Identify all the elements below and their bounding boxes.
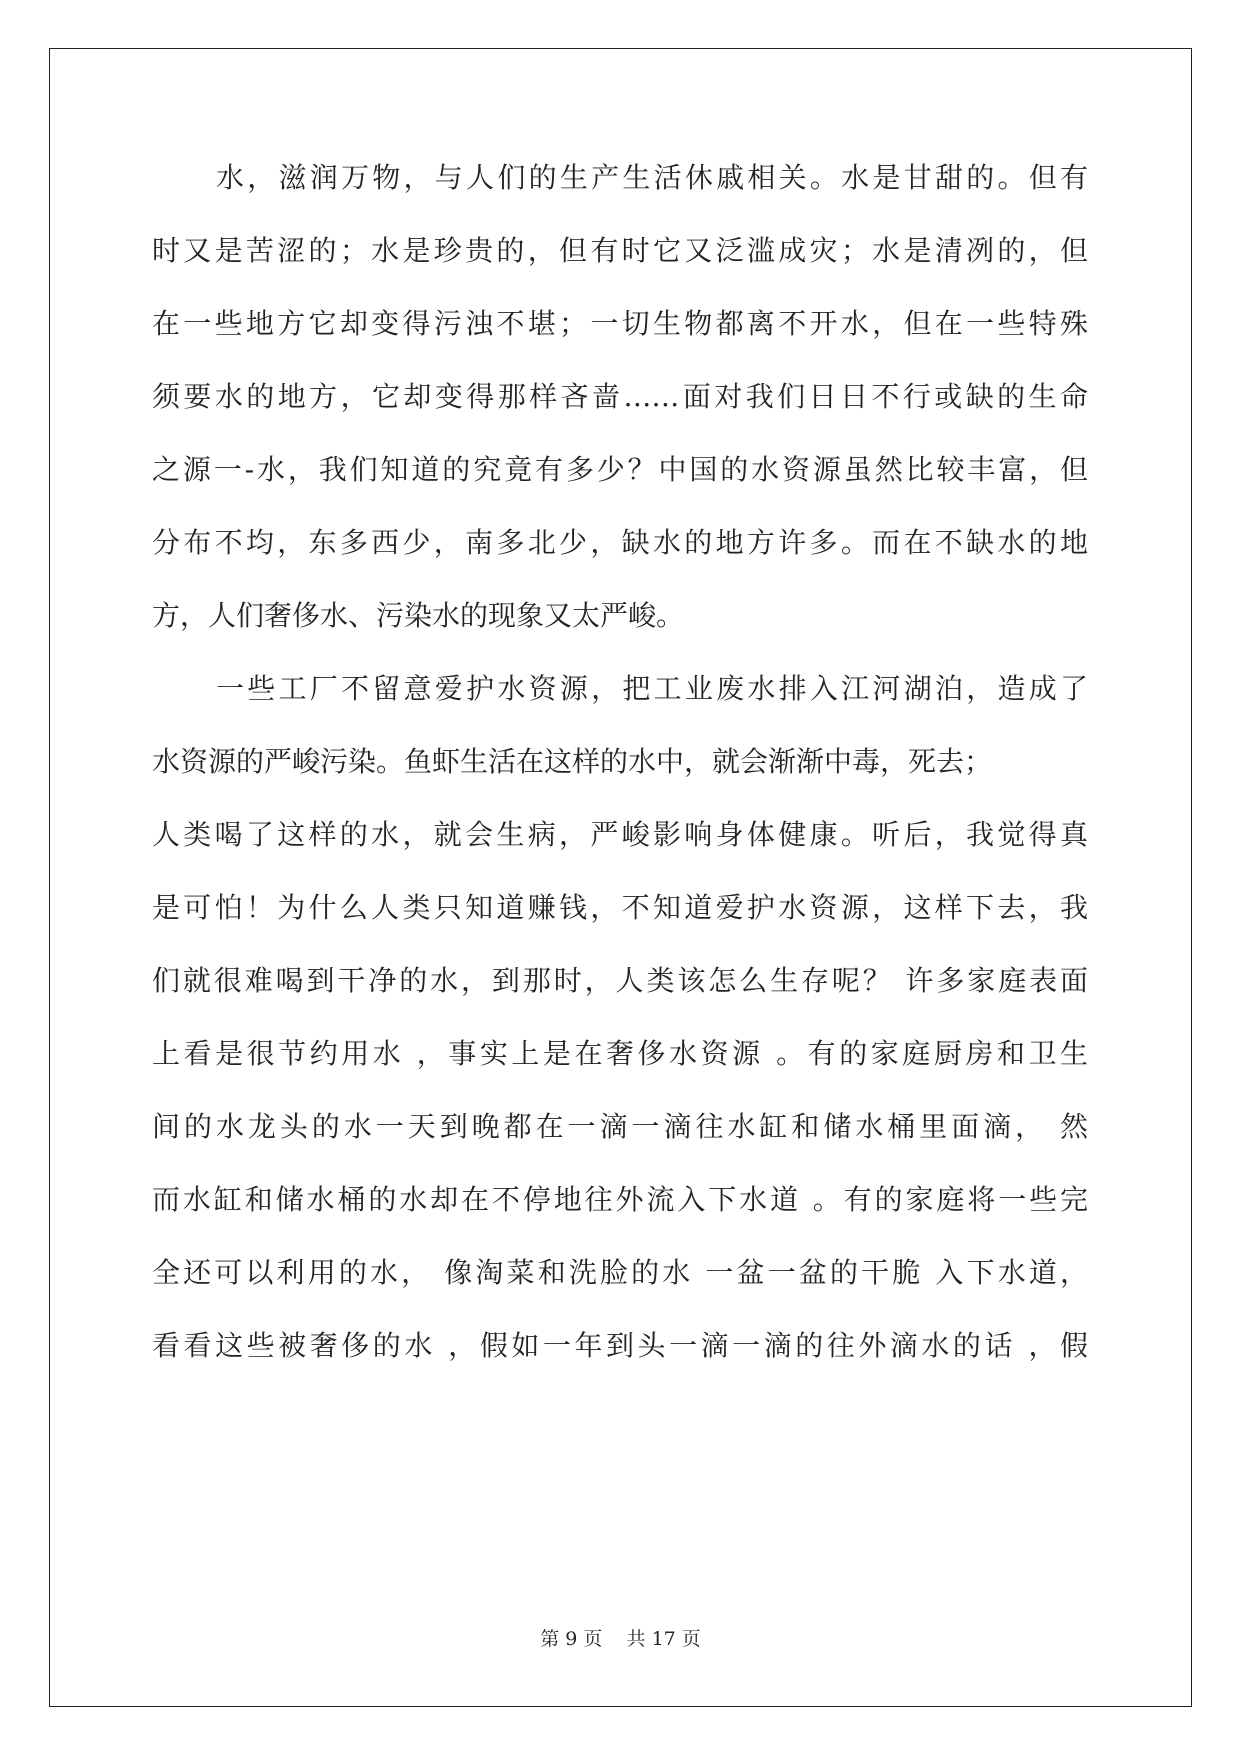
text-line: 是可怕！为什么人类只知道赚钱，不知道爱护水资源，这样下去，我 <box>152 891 1088 924</box>
text-line: 水，滋润万物，与人们的生产生活休戚相关。水是甘甜的。但有 <box>216 161 1088 194</box>
text-line: 看看这些被奢侈的水 ，假如一年到头一滴一滴的往外滴水的话 ，假 <box>152 1329 1088 1362</box>
text-line: 间的水龙头的水一天到晚都在一滴一滴往水缸和储水桶里面滴， 然 <box>152 1110 1088 1143</box>
text-line: 分布不均，东多西少，南多北少，缺水的地方许多。而在不缺水的地 <box>152 526 1088 559</box>
page-number-footer: 第 9 页 共 17 页 <box>540 1628 701 1650</box>
text-line: 方，人们奢侈水、污染水的现象又太严峻。 <box>152 599 685 632</box>
text-line: 水资源的严峻污染。鱼虾生活在这样的水中，就会渐渐中毒，死去； <box>152 745 993 778</box>
page-border <box>49 48 1192 1707</box>
text-line: 时又是苦涩的；水是珍贵的，但有时它又泛滥成灾；水是清冽的，但 <box>152 234 1088 267</box>
text-line: 之源一-水，我们知道的究竟有多少？中国的水资源虽然比较丰富，但 <box>152 453 1088 486</box>
text-line: 上看是很节约用水 ，事实上是在奢侈水资源 。有的家庭厨房和卫生 <box>152 1037 1088 1070</box>
text-line: 而水缸和储水桶的水却在不停地往外流入下水道 。有的家庭将一些完 <box>152 1183 1088 1216</box>
text-line: 们就很难喝到干净的水，到那时，人类该怎么生存呢？ 许多家庭表面 <box>152 964 1088 997</box>
text-line: 一些工厂不留意爱护水资源，把工业废水排入江河湖泊，造成了 <box>216 672 1088 705</box>
text-line: 全还可以利用的水， 像淘菜和洗脸的水 一盆一盆的干脆 入下水道， <box>152 1256 1088 1289</box>
text-line: 在一些地方它却变得污浊不堪；一切生物都离不开水，但在一些特殊 <box>152 307 1088 340</box>
text-line: 人类喝了这样的水，就会生病，严峻影响身体健康。听后，我觉得真 <box>152 818 1088 851</box>
text-line: 须要水的地方，它却变得那样吝啬……面对我们日日不行或缺的生命 <box>152 380 1088 413</box>
